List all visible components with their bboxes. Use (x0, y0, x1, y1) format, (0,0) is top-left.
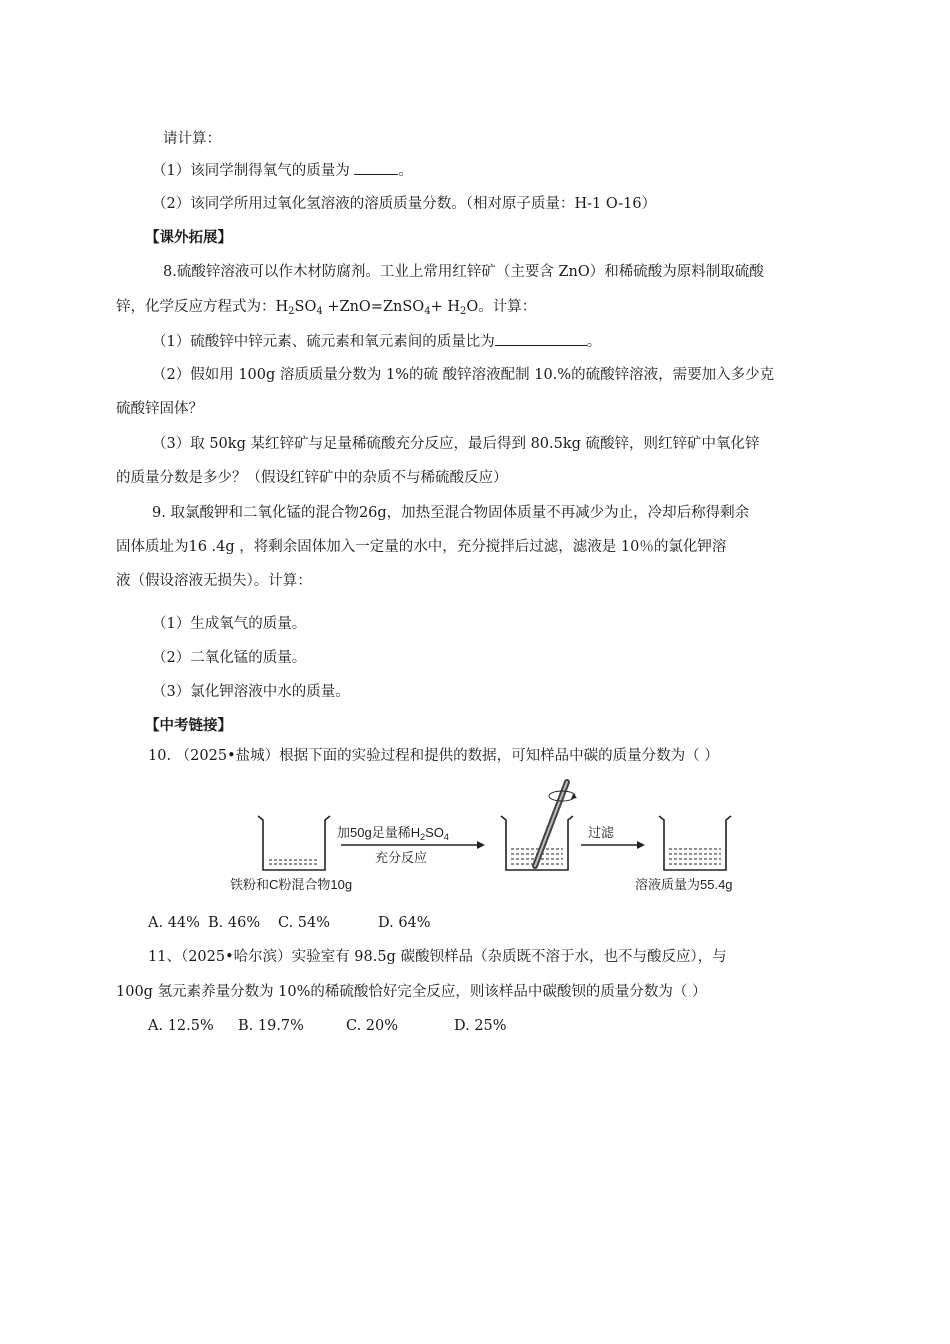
option-c[interactable]: C. 54% (278, 915, 331, 931)
arrow2-label-top: 过滤 (588, 825, 615, 840)
q9-part1: （1）生成氧气的质量。 (152, 616, 307, 632)
arrow-right-icon (341, 841, 485, 849)
arrow1-label-bottom: 充分反应 (375, 850, 428, 865)
q7-part1-end: 。 (398, 163, 413, 179)
q8-eq-part: + H (430, 299, 460, 315)
option-d[interactable]: D. 64% (378, 915, 431, 931)
q8-eq-part: +ZnO=ZnSO (322, 299, 425, 315)
q11-options (148, 1016, 524, 1036)
q8-part2-line2: 硫酸锌固体？ (116, 401, 203, 417)
option-a[interactable]: A. 44% (148, 915, 200, 931)
arrow1-label-top: 加50g足量稀$H_2SO_4$ (337, 825, 449, 842)
q7-part2: （2）该同学所用过氧化氢溶液的溶质质量分数。（相对原子质量：H-1 O-16） (152, 196, 657, 212)
q8-part3-line1: （3）取 50kg 某红锌矿与足量稀硫酸充分反应，最后得到 80.5kg 硫酸锌，则红锌矿中氧化锌 (152, 436, 760, 452)
q10-stem: 10. （2025•盐城）根据下面的实验过程和提供的数据，可知样品中碳的质量分数为（ ） (148, 748, 719, 764)
intro-text: 请计算： (163, 131, 221, 147)
option-d[interactable]: D. 25% (454, 1018, 507, 1034)
q7-part1-text: （1）该同学制得氧气的质量为 (152, 163, 355, 179)
answer-blank[interactable] (354, 160, 398, 175)
label-solution-mass: 溶液质量为55.4g (635, 877, 733, 892)
option-a[interactable]: A. 12.5% (148, 1018, 214, 1034)
q8-part3-line2: 的质量分数是多少？（假设红锌矿中的杂质不与稀硫酸反应） (116, 470, 508, 486)
q9-line3: 液（假设溶液无损失）。计算： (116, 573, 312, 589)
arrow-right-icon (581, 841, 645, 849)
q11-line1: 11、（2025•哈尔滨）实验室有 98.5g 碳酸钡样品（杂质既不溶于水，也不与酸反应），与 (148, 949, 727, 965)
stirring-rod-icon (535, 782, 577, 866)
q9-line2: 固体质址为16 .4g ，将剩余固体加入一定量的水中，充分搅拌后过滤，滤液是 10％的氯化钾溶 (116, 539, 727, 555)
option-b[interactable]: B. 46% (208, 915, 261, 931)
section-heading-exam: 【中考链接】 (145, 718, 232, 734)
q8-eq-sub: 4 (424, 306, 431, 317)
label-mixture: 铁粉和C粉混合物10g (230, 877, 353, 892)
q8-part1-text: （1）硫酸锌中锌元素、硫元素和氧元素间的质量比为 (152, 334, 495, 350)
q10-options (148, 913, 448, 933)
q8-line1: 8.硫酸锌溶液可以作木材防腐剂。工业上常用红锌矿（主要含 ZnO）和稀硫酸为原料制取硫酸 (163, 264, 764, 280)
q9-part3: （3）氯化钾溶液中水的质量。 (152, 684, 350, 700)
beaker-solution-icon (659, 816, 731, 870)
q11-line2: 100g 氢元素养量分数为 10%的稀硫酸恰好完全反应，则该样品中碳酸钡的质量分数为（ ） (116, 984, 707, 1000)
q8-part1 (152, 331, 601, 352)
section-heading-extension: 【课外拓展】 (145, 230, 232, 246)
q8-part2-line1: （2）假如用 100g 溶质质量分数为 1%的硫 酸锌溶液配制 10.%的硫酸锌溶液，需要加入多少克 (152, 367, 775, 383)
beaker-mixture-icon (258, 816, 330, 870)
answer-blank[interactable] (495, 331, 587, 346)
q8-eq-sub: 4 (316, 306, 323, 317)
q8-eq-part: SO (294, 299, 317, 315)
q9-line1: 9. 取氯酸钾和二氧化锰的混合物26g，加热至混合物固体质量不再减少为止，冷却后称得剩余 (152, 505, 750, 521)
q8-eq-sub: 2 (459, 306, 467, 317)
q8-eq-part: 锌，化学反应方程式为：H (116, 299, 289, 315)
q8-eq-part: O。计算： (466, 299, 537, 315)
q8-part1-end: 。 (586, 334, 602, 350)
q8-eq-sub: 2 (288, 306, 295, 317)
q7-part1 (152, 160, 413, 181)
experiment-diagram (225, 778, 785, 898)
q9-part2: （2）二氧化锰的质量。 (152, 650, 307, 666)
option-c[interactable]: C. 20% (346, 1018, 399, 1034)
q8-line2 (116, 297, 536, 317)
option-b[interactable]: B. 19.7% (238, 1018, 304, 1034)
